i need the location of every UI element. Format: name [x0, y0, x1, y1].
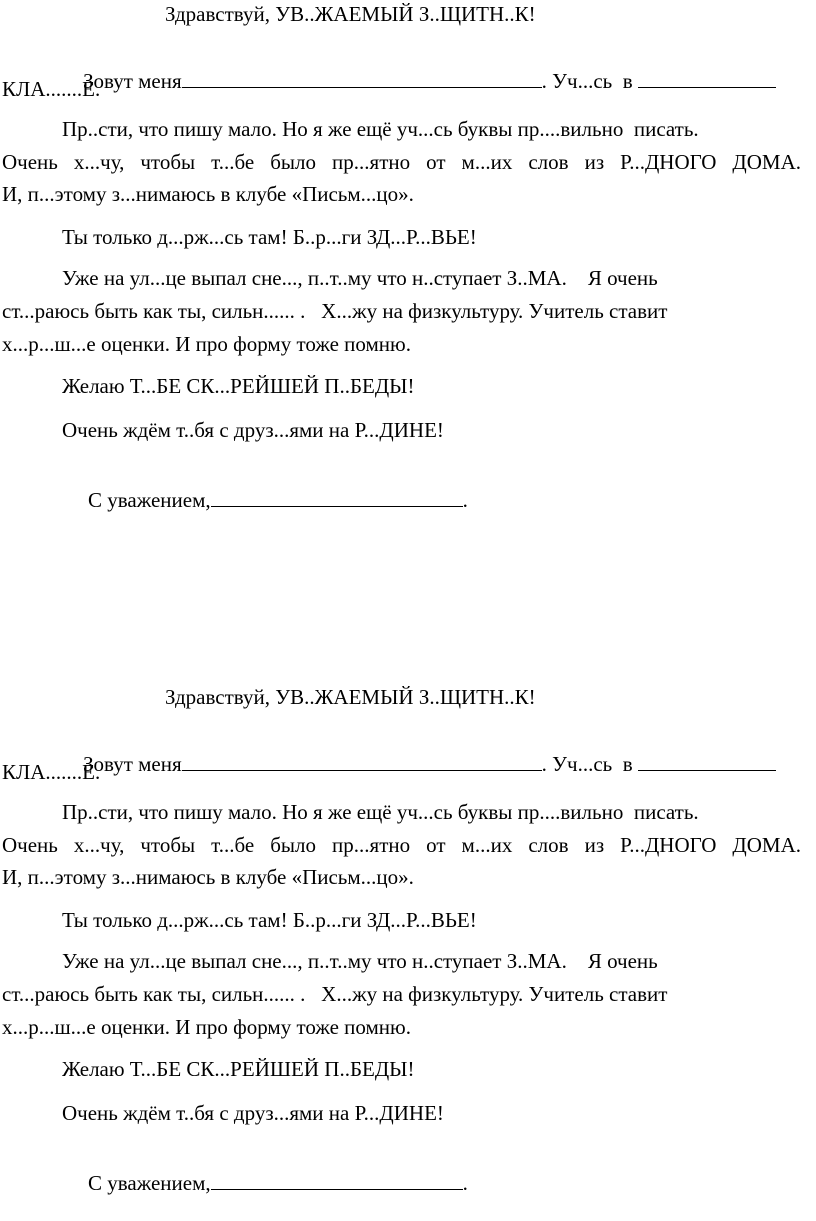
paragraph-5: Очень ждём т..бя с друз...ями на Р...ДИНЕ!: [62, 418, 444, 442]
paragraph-1-line-1: Пр..сти, что пишу мало. Но я же ещё уч...сь буквы пр....вильно писать.: [62, 117, 699, 141]
name-line: [62, 44, 776, 119]
name-prefix: Зовут меня: [83, 752, 182, 776]
paragraph-1-line-1: Пр..сти, что пишу мало. Но я же ещё уч...сь буквы пр....вильно писать.: [62, 800, 699, 824]
paragraph-3-line-2: ст...раюсь быть как ты, сильн...... . Х...жу на физкультуру. Учитель ставит: [2, 299, 668, 323]
closing-text: С уважением,: [88, 488, 211, 512]
paragraph-3-line-3: х...р...ш...е оценки. И про форму тоже помню.: [2, 332, 411, 356]
signature-blank[interactable]: [211, 1172, 463, 1190]
paragraph-3-line-2: ст...раюсь быть как ты, сильн...... . Х...жу на физкультуру. Учитель ставит: [2, 982, 668, 1006]
name-blank[interactable]: [182, 70, 542, 88]
paragraph-4: Желаю Т...БЕ СК...РЕЙШЕЙ П..БЕДЫ!: [62, 374, 415, 398]
paragraph-2: Ты только д...рж...сь там! Б..р...ги ЗД...Р...ВЬЕ!: [62, 908, 477, 932]
name-line: [62, 727, 776, 802]
name-prefix: Зовут меня: [83, 69, 182, 93]
paragraph-1-line-2: Очень х...чу, чтобы т...бе было пр...ятно от м...их слов из Р...ДНОГО ДОМА.: [2, 150, 801, 174]
class-word: КЛА.......Е.: [2, 760, 101, 784]
class-prefix: . Уч...сь в: [541, 69, 633, 93]
paragraph-5: Очень ждём т..бя с друз...ями на Р...ДИНЕ!: [62, 1101, 444, 1125]
signature-blank[interactable]: [211, 489, 463, 507]
paragraph-3-line-1: Уже на ул...це выпал сне..., п..т..му что н..ступает З..МА. Я очень: [62, 949, 658, 973]
paragraph-4: Желаю Т...БЕ СК...РЕЙШЕЙ П..БЕДЫ!: [62, 1057, 415, 1081]
paragraph-3-line-1: Уже на ул...це выпал сне..., п..т..му что н..ступает З..МА. Я очень: [62, 266, 658, 290]
closing-line: [67, 1146, 468, 1221]
paragraph-1-line-2: Очень х...чу, чтобы т...бе было пр...ятно от м...их слов из Р...ДНОГО ДОМА.: [2, 833, 801, 857]
closing-text: С уважением,: [88, 1171, 211, 1195]
class-prefix: . Уч...сь в: [541, 752, 633, 776]
letter-greeting: Здравствуй, УВ..ЖАЕМЫЙ З..ЩИТН..К!: [165, 2, 536, 26]
closing-end: .: [462, 488, 468, 512]
name-blank[interactable]: [182, 753, 542, 771]
paragraph-1-line-3: И, п...этому з...нимаюсь в клубе «Письм...цо».: [2, 182, 414, 206]
paragraph-3-line-3: х...р...ш...е оценки. И про форму тоже помню.: [2, 1015, 411, 1039]
paragraph-2: Ты только д...рж...сь там! Б..р...ги ЗД...Р...ВЬЕ!: [62, 225, 477, 249]
class-word: КЛА.......Е.: [2, 77, 101, 101]
closing-end: .: [462, 1171, 468, 1195]
closing-line: [67, 463, 468, 538]
class-blank[interactable]: [638, 753, 776, 771]
class-blank[interactable]: [638, 70, 776, 88]
paragraph-1-line-3: И, п...этому з...нимаюсь в клубе «Письм...цо».: [2, 865, 414, 889]
letter-greeting: Здравствуй, УВ..ЖАЕМЫЙ З..ЩИТН..К!: [165, 685, 536, 709]
